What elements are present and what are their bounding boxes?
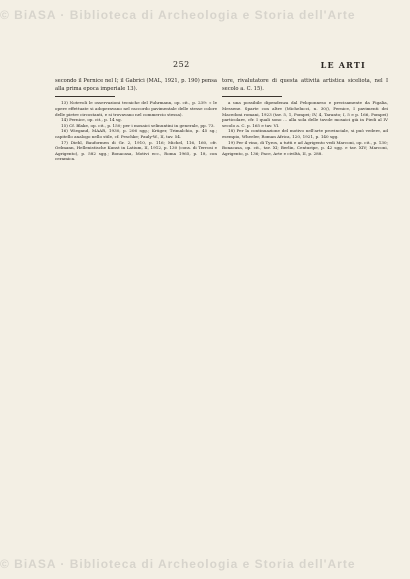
- footnote: 17) Diehl, Bauformen di Gr. 2, 1910, p. 116; Michel, 116, 160, cfr. Oelmann, Hellenistische Kunst in Latium, II, 1912, p. 130 (cons. di Terrosi e Agrigento), p. 582 sgg.; Bonacasa, Motivi ecc., Roma 1965, p. 18, con ceramica.: [55, 139, 217, 162]
- footnote: 15) Cf. Blake, op. cit., p. 150; per i mosaici selinuntini in generale, pp. 73.: [61, 122, 215, 128]
- paragraph: tore, rivalutatore di questa attività artistica siceliota, nel I secolo a. C. 15).: [222, 78, 388, 92]
- footnotes: [55, 100, 217, 162]
- footnote: a una possibile dipendenza dal Peloponneso e precisamente da Figalia, Messene. Sparte con altre (Michelucci, n. 30/), Pernice, I pavimenti dei Macedoni romani, 1923 (tav. 5, 1, Pompei; IV, 4, Taranto; I, 5 e p. 166, Pompei) particolare, cfr. I quali sono ... alla sola delle tavole mosaici già in Piedi al IV secolo a. C. p. 165 e tav. VI.: [222, 100, 388, 128]
- footnote-separator: [55, 96, 115, 97]
- footnotes: [222, 100, 388, 156]
- page-number: 252: [173, 60, 190, 69]
- footnote: 16) Wiegand, MAAR, 1930, p. 206 sgg.; Krüger, Trimalchio, p. 45 sg.; capitello analogo nello stile, cf. Peschke; Pauly-W., II, tav. 54.: [55, 128, 217, 139]
- running-title: LE ARTI: [320, 60, 366, 70]
- footnote: 14) Pernice, op. cit., p. 14 sg.: [61, 117, 122, 123]
- footnote: 19) Per il vino, di Tyros, a tutti e ad Agrigento vedi Marconi, op. cit., p. 130; Bonacasa, op. cit., tav. XI; Berlin, Centuripe, p. 42 sgg. e tav. XIV; Marconi, Agrigento, p. 136; Pace, Arte e civiltà, II, p. 288.: [222, 139, 388, 156]
- footnote: 18) Per la continuazione del motivo nell'arte provinciale, si può vedere, ad esempio, Wheeler, Roman Africa, 120, 1921, p. 140 sgg.: [222, 128, 388, 139]
- running-header: [55, 60, 374, 72]
- watermark-top: © BiASA · Biblioteca di Archeologia e Storia dell'Arte: [0, 8, 356, 22]
- watermark-bottom: © BiASA · Biblioteca di Archeologia e Storia dell'Arte: [0, 557, 356, 571]
- left-column: [55, 78, 217, 162]
- footnote: 13) Notevoli le osservazioni tecniche del Fuhrmann, op. cit., p. 239: « le opere effettuate si adoperavano nel raccordo pavimentale delle stesse colore delle pietre circostanti, e si trovavano nel commercio stessa).: [55, 100, 217, 117]
- paragraph: secondo il Pernice nel I; il Gabrici (MAL, 1921, p. 190) pensa alla prima epoca imperiale 13).: [55, 78, 217, 92]
- right-column: [222, 78, 388, 156]
- footnote-separator: [222, 96, 282, 97]
